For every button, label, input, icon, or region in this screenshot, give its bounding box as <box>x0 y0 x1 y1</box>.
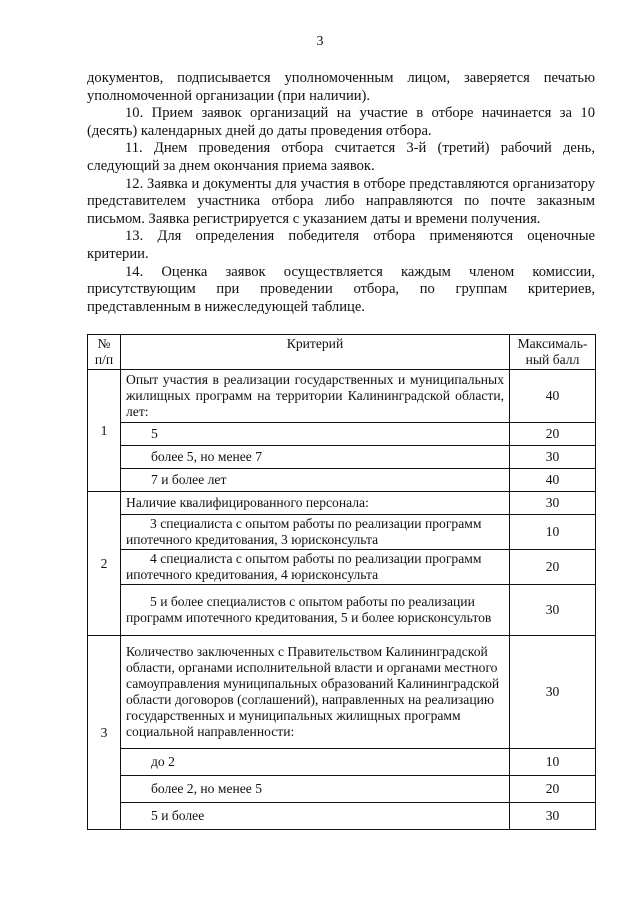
option-score: 30 <box>510 446 596 469</box>
body-text <box>87 70 595 316</box>
paragraph-13: 13. Для определения победителя отбора применяются оценочные критерии. <box>87 228 595 262</box>
criterion-option: 4 специалиста с опытом работы по реализации программ ипотечного кредитования, 4 юрисконсульта <box>121 550 510 585</box>
criterion-option: более 2, но менее 5 <box>121 776 510 803</box>
option-score: 30 <box>510 585 596 636</box>
option-score: 20 <box>510 423 596 446</box>
criterion-option: более 5, но менее 7 <box>121 446 510 469</box>
table-row <box>88 749 596 776</box>
criterion-score: 30 <box>510 636 596 749</box>
paragraph-10: 10. Прием заявок организаций на участие в отборе начинается за 10 (десять) календарных дней до даты проведения отбора. <box>87 105 595 139</box>
page-number: 3 <box>316 34 324 49</box>
header-criterion: Критерий <box>121 335 510 370</box>
table-row <box>88 446 596 469</box>
option-score: 10 <box>510 749 596 776</box>
group-number: 1 <box>88 370 121 492</box>
option-score: 20 <box>510 776 596 803</box>
paragraph-14: 14. Оценка заявок осуществляется каждым членом комиссии, присутствующим при проведении отбора, по группам критериев, представленным в нижеследующей таблице. <box>87 263 595 315</box>
option-score: 40 <box>510 469 596 492</box>
criterion-option: 5 <box>121 423 510 446</box>
criterion-main: Наличие квалифицированного персонала: <box>121 492 510 515</box>
paragraph-continuation: документов, подписывается уполномоченным лицом, заверяется печатью уполномоченной организации (при наличии). <box>87 70 595 104</box>
criterion-option: 5 и более <box>121 803 510 830</box>
table-row <box>88 776 596 803</box>
table-row <box>88 585 596 636</box>
table-row <box>88 636 596 749</box>
table-row <box>88 469 596 492</box>
header-num: № п/п <box>88 335 121 370</box>
table-row <box>88 803 596 830</box>
table-row <box>88 550 596 585</box>
option-score: 30 <box>510 803 596 830</box>
header-max-score: Максималь-ный балл <box>510 335 596 370</box>
option-score: 10 <box>510 515 596 550</box>
table-header-row <box>88 335 596 370</box>
criterion-score: 30 <box>510 492 596 515</box>
table-row <box>88 492 596 515</box>
paragraph-11: 11. Днем проведения отбора считается 3-й (третий) рабочий день, следующий за днем окончания приема заявок. <box>87 140 595 174</box>
paragraph-12: 12. Заявка и документы для участия в отборе представляются организатору представителем участника отбора либо направляются по почте заказным письмом. Заявка регистрируется с указанием даты и времени получения. <box>87 175 595 227</box>
criterion-score: 40 <box>510 370 596 423</box>
criterion-option: 5 и более специалистов с опытом работы по реализации программ ипотечного кредитования, 5 и более юрисконсультов <box>121 585 510 636</box>
table-row <box>88 515 596 550</box>
option-score: 20 <box>510 550 596 585</box>
group-number: 2 <box>88 492 121 636</box>
criterion-option: до 2 <box>121 749 510 776</box>
criterion-option: 7 и более лет <box>121 469 510 492</box>
group-number: 3 <box>88 636 121 830</box>
criteria-table <box>87 334 596 830</box>
table-row <box>88 423 596 446</box>
table-row <box>88 370 596 423</box>
criterion-option: 3 специалиста с опытом работы по реализации программ ипотечного кредитования, 3 юрисконсульта <box>121 515 510 550</box>
criterion-main: Опыт участия в реализации государственных и муниципальных жилищных программ на территории Калининградской области, лет: <box>121 370 510 423</box>
criterion-main: Количество заключенных с Правительством Калининградской области, органами исполнительной власти и органами местного самоуправления муниципальных образований Калининградской области договоров (соглашений), направленных на реализацию государственных и муниципальных жилищных программ социальной направленности: <box>121 636 510 749</box>
